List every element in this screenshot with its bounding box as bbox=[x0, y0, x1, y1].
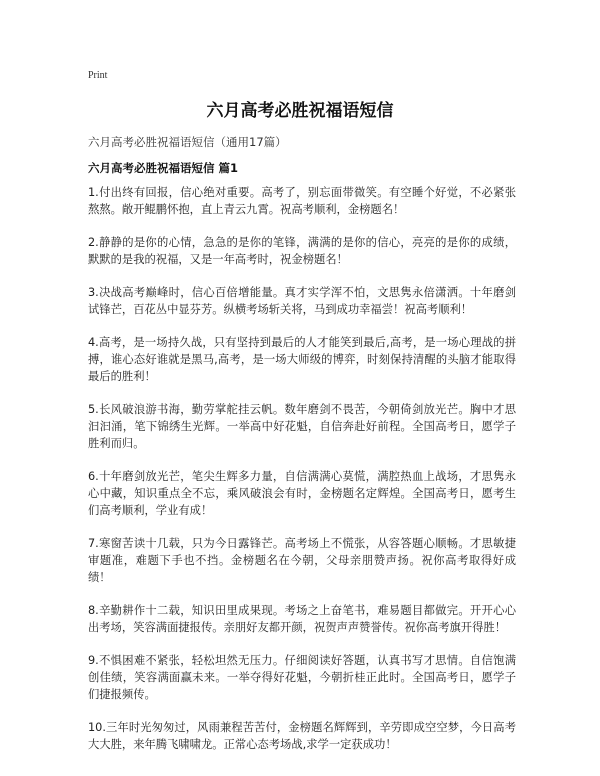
paragraph: 8.辛勤耕作十二载，知识田里成果现。考场之上奋笔书，难易题目都做完。开开心心出考场，笑容满面捷报传。亲朋好友都开颜，祝贺声声赞誉传。祝你高考旗开得胜！ bbox=[88, 604, 516, 634]
paragraph: 10.三年时光匆匆过，风雨兼程苦苦付，金榜题名辉辉到，辛劳即成空空梦，今日高考大大胜，来年腾飞啸啸龙。正常心态考场战,求学一定获成功！ bbox=[88, 721, 516, 751]
section-heading: 六月高考必胜祝福语短信 篇1 bbox=[88, 161, 239, 175]
document-subtitle: 六月高考必胜祝福语短信（通用17篇） bbox=[88, 135, 287, 149]
print-link[interactable]: Print bbox=[88, 70, 108, 81]
paragraph: 4.高考，是一场持久战，只有坚持到最后的人才能笑到最后,高考，是一场心理战的拼搏，谁心态好谁就是黑马,高考，是一场大师级的博弈，时刻保持清醒的头脑才能取得最后的胜利！ bbox=[88, 336, 516, 383]
article-body bbox=[88, 184, 516, 769]
page-title: 六月高考必胜祝福语短信 bbox=[206, 101, 394, 121]
paragraph: 5.长风破浪游书海，勤劳掌舵挂云帆。数年磨剑不畏苦，今朝倚剑放光芒。胸中才思汩汩涌，笔下锦绣生光辉。一举高中好花魁，自信奔赴好前程。全国高考日，愿学子胜利而归。 bbox=[88, 403, 516, 450]
paragraph: 2.静静的是你的心情，急急的是你的笔锋，满满的是你的信心，亮亮的是你的成绩，默默的是我的祝福，又是一年高考时，祝金榜题名！ bbox=[88, 236, 516, 266]
paragraph: 1.付出终有回报，信心绝对重要。高考了，别忘面带微笑。有空睡个好觉，不必紧张熬熬。敞开鲲鹏怀抱，直上青云九霄。祝高考顺利，金榜题名！ bbox=[88, 186, 516, 216]
paragraph: 3.决战高考巅峰时，信心百倍增能量。真才实学浑不怕，文思隽永倍潇洒。十年磨剑试锋芒，百花丛中显芬芳。纵横考场斩关将，马到成功幸福尝！祝高考顺利！ bbox=[88, 286, 516, 316]
paragraph: 9.不惧困难不紧张，轻松坦然无压力。仔细阅读好答题，认真书写才思情。自信饱满创佳绩，笑容满面赢未来。一举夺得好花魁，今朝折桂正此时。全国高考日，愿学子们捷报频传。 bbox=[88, 654, 516, 701]
paragraph: 7.寒窗苦读十几载，只为今日露锋芒。高考场上不慌张，从容答题心顺畅。才思敏捷审题准，难题下手也不挡。金榜题名在今朝，父母亲朋赞声扬。祝你高考取得好成绩！ bbox=[88, 537, 516, 584]
paragraph: 6.十年磨剑放光芒，笔尖生辉多力量，自信满满心莫慌，满腔热血上战场，才思隽永心中藏，知识重点全不忘，乘风破浪会有时，金榜题名定辉煌。全国高考日，愿考生们高考顺利，学业有成！ bbox=[88, 470, 516, 517]
